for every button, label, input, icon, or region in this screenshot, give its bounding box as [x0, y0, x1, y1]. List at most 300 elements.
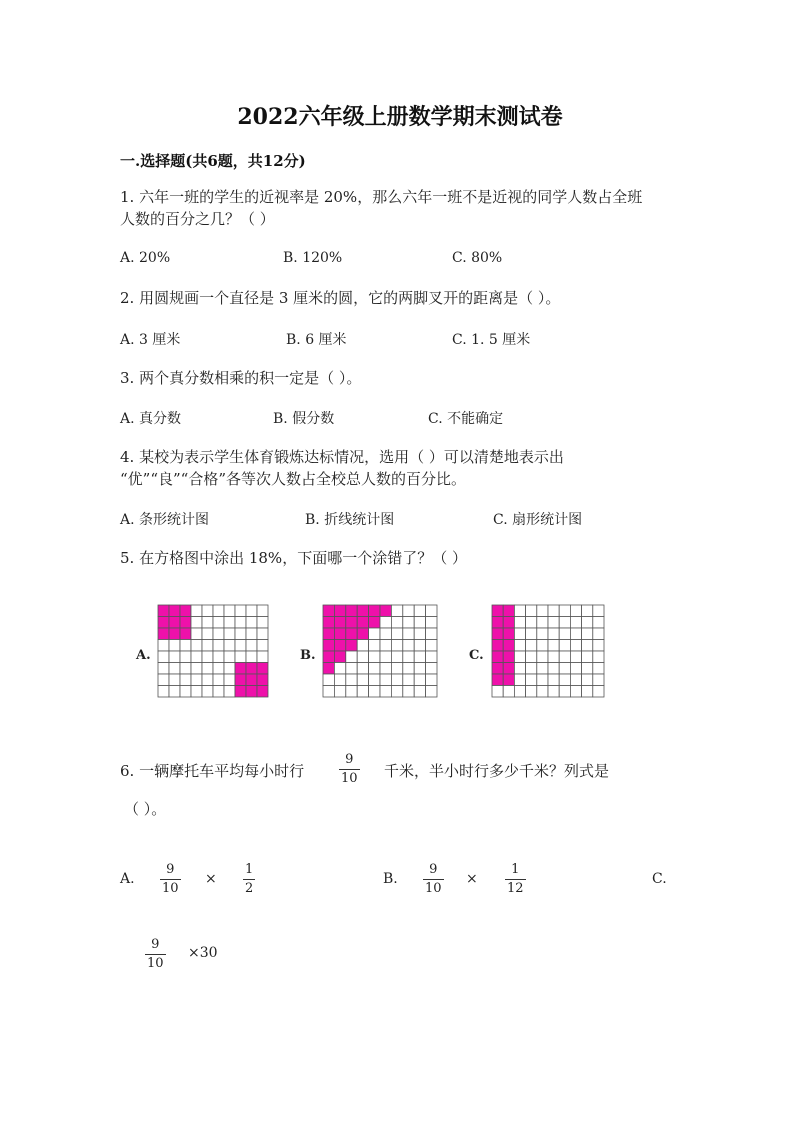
grid-cell — [380, 686, 391, 698]
question-6-text-after: 千米，半小时行多少千米？列式是 — [384, 762, 610, 780]
question-2-text: 2. 用圆规画一个直径是 3 厘米的圆，它的两脚叉开的距离是（ ）。 — [120, 289, 561, 307]
grid-cell — [548, 686, 559, 698]
grid-cell — [246, 605, 257, 617]
grid-cell — [369, 640, 380, 652]
grid-cell — [357, 686, 368, 698]
grid-cell — [548, 674, 559, 686]
grid-cell-shaded — [180, 605, 191, 617]
grid-cell — [593, 686, 604, 698]
grid-cell — [426, 605, 437, 617]
grid-cell — [191, 628, 202, 640]
grid-cell-shaded — [492, 651, 503, 663]
fraction-bar — [160, 879, 181, 880]
grid-cell — [180, 686, 191, 698]
grid-cell — [537, 605, 548, 617]
grid-cell — [191, 640, 202, 652]
grid-cell — [403, 686, 414, 698]
grid-cell — [334, 686, 345, 698]
grid-cell-shaded — [492, 663, 503, 675]
grid-cell — [559, 674, 570, 686]
grid-cell — [323, 686, 334, 698]
grid-cell-shaded — [334, 628, 345, 640]
fraction-numerator: 1 — [511, 862, 520, 877]
q3-option-a[interactable]: A. 真分数 — [120, 411, 182, 427]
grid-cell — [570, 651, 581, 663]
grid-cell-shaded — [369, 617, 380, 629]
grid-cell — [169, 674, 180, 686]
grid-cell — [570, 605, 581, 617]
grid-cell — [514, 674, 525, 686]
grid-cell — [380, 674, 391, 686]
grid-cell — [526, 628, 537, 640]
grid-cell — [548, 628, 559, 640]
grid-cell — [213, 628, 224, 640]
grid-cell-shaded — [180, 628, 191, 640]
grid-cell — [224, 651, 235, 663]
grid-cell — [257, 605, 268, 617]
grid-cell-shaded — [323, 663, 334, 675]
grid-cell — [582, 628, 593, 640]
grid-cell — [514, 686, 525, 698]
grid-cell — [257, 640, 268, 652]
q6-a-operator: × — [205, 871, 217, 887]
fraction-denominator: 10 — [425, 881, 442, 896]
grid-cell — [559, 628, 570, 640]
q6-b-operator: × — [466, 871, 478, 887]
grid-cell-shaded — [158, 628, 169, 640]
speed-fraction — [339, 752, 360, 787]
grid-cell — [246, 628, 257, 640]
grid-cell — [414, 628, 425, 640]
grid-cell — [426, 640, 437, 652]
q6-b-fraction-2 — [505, 862, 526, 897]
grid-c-label[interactable]: C. — [469, 648, 484, 663]
grid-cell — [224, 674, 235, 686]
fraction-bar — [243, 879, 255, 880]
question-6-text-before: 6. 一辆摩托车平均每小时行 — [120, 762, 305, 780]
grid-cell — [369, 628, 380, 640]
grid-cell-shaded — [169, 617, 180, 629]
grid-cell-shaded — [158, 605, 169, 617]
grid-cell — [391, 674, 402, 686]
grid-cell — [582, 663, 593, 675]
grid-cell — [570, 628, 581, 640]
q6-b-fraction-1 — [423, 862, 444, 897]
grid-cell — [537, 686, 548, 698]
grid-cell — [180, 663, 191, 675]
grid-cell — [492, 686, 503, 698]
grid-cell — [426, 674, 437, 686]
grid-cell-shaded — [492, 674, 503, 686]
fraction-numerator: 9 — [166, 862, 175, 877]
grid-cell — [169, 663, 180, 675]
q6-c-operator: ×30 — [188, 945, 218, 961]
grid-cell — [403, 651, 414, 663]
grid-cell-shaded — [492, 605, 503, 617]
grid-cell-shaded — [180, 617, 191, 629]
grid-cell — [537, 640, 548, 652]
grid-cell-shaded — [503, 674, 514, 686]
grid-cell-shaded — [346, 628, 357, 640]
grid-b-label[interactable]: B. — [300, 648, 316, 663]
grid-cell — [169, 686, 180, 698]
grid-cell — [202, 617, 213, 629]
grid-cell — [202, 663, 213, 675]
q6-c-fraction-1 — [145, 937, 166, 972]
q1-option-c[interactable]: C. 80% — [452, 250, 503, 266]
question-4-line-1: 4. 某校为表示学生体育锻炼达标情况，选用（ ）可以清楚地表示出 — [120, 448, 564, 466]
grid-cell — [414, 605, 425, 617]
grid-cell — [526, 640, 537, 652]
grid-cell — [426, 663, 437, 675]
grid-cell — [380, 663, 391, 675]
grid-cell — [191, 605, 202, 617]
grid-cell — [257, 617, 268, 629]
fraction-numerator: 9 — [345, 752, 354, 767]
grid-cell-shaded — [235, 663, 246, 675]
grid-cell — [514, 651, 525, 663]
fraction-bar — [145, 954, 166, 955]
fraction-denominator: 12 — [507, 881, 524, 896]
grid-cell — [235, 605, 246, 617]
grid-cell-shaded — [323, 617, 334, 629]
grid-cell — [537, 674, 548, 686]
grid-cell-shaded — [380, 605, 391, 617]
grid-cell — [391, 651, 402, 663]
page-title: 2022六年级上册数学期末测试卷 — [237, 104, 563, 130]
grid-cell — [426, 617, 437, 629]
grid-cell — [582, 651, 593, 663]
grid-cell — [570, 674, 581, 686]
grid-cell-shaded — [492, 617, 503, 629]
grid-cell-shaded — [346, 617, 357, 629]
q1-option-b[interactable]: B. 120% — [283, 250, 343, 266]
grid-cell-shaded — [503, 628, 514, 640]
grid-cell — [582, 605, 593, 617]
grid-cell — [158, 674, 169, 686]
grid-cell — [213, 617, 224, 629]
grid-cell — [191, 686, 202, 698]
grid-cell — [257, 651, 268, 663]
grid-cell — [559, 617, 570, 629]
grid-cell-shaded — [235, 674, 246, 686]
grid-cell — [559, 651, 570, 663]
grid-cell-shaded — [169, 628, 180, 640]
grid-cell — [213, 651, 224, 663]
question-5-text: 5. 在方格图中涂出 18%，下面哪一个涂错了？（ ） — [120, 549, 467, 567]
grid-cell — [559, 640, 570, 652]
grid-cell — [526, 663, 537, 675]
grid-cell-shaded — [334, 617, 345, 629]
grid-cell-shaded — [346, 640, 357, 652]
grid-cell — [391, 605, 402, 617]
grid-cell — [180, 674, 191, 686]
grid-cell — [369, 663, 380, 675]
grid-cell-shaded — [492, 640, 503, 652]
grid-cell — [380, 651, 391, 663]
grid-cell — [191, 663, 202, 675]
grid-cell — [514, 663, 525, 675]
grid-cell-shaded — [323, 628, 334, 640]
grid-cell — [593, 617, 604, 629]
grid-cell — [213, 674, 224, 686]
grid-cell — [582, 617, 593, 629]
q4-option-a[interactable]: A. 条形统计图 — [120, 512, 210, 528]
grid-cell — [213, 640, 224, 652]
q6-a-fraction-1 — [160, 862, 181, 897]
grid-cell — [414, 674, 425, 686]
q3-option-c[interactable]: C. 不能确定 — [428, 411, 504, 427]
grid-cell-shaded — [503, 640, 514, 652]
grid-cell — [380, 628, 391, 640]
grid-cell-shaded — [357, 628, 368, 640]
grid-cell — [570, 617, 581, 629]
grid-cell — [323, 674, 334, 686]
grid-cell — [202, 640, 213, 652]
grid-cell — [391, 640, 402, 652]
grid-cell — [391, 617, 402, 629]
grid-cell — [426, 628, 437, 640]
q6-a-fraction-2 — [243, 862, 255, 897]
grid-cell — [202, 605, 213, 617]
grid-cell-shaded — [235, 686, 246, 698]
grid-cell-shaded — [257, 663, 268, 675]
q1-option-a[interactable]: A. 20% — [120, 250, 171, 266]
fraction-denominator: 2 — [245, 881, 254, 896]
grid-cell — [380, 617, 391, 629]
grid-cell — [537, 663, 548, 675]
grid-cell — [334, 663, 345, 675]
grid-cell — [213, 686, 224, 698]
grid-cell — [548, 663, 559, 675]
q2-option-a[interactable]: A. 3 厘米 — [120, 332, 181, 348]
grid-cell-shaded — [503, 663, 514, 675]
grid-cell — [369, 651, 380, 663]
fraction-numerator: 9 — [429, 862, 438, 877]
grid-cell-shaded — [246, 674, 257, 686]
grid-cell — [526, 617, 537, 629]
question-1-line-1: 1. 六年一班的学生的近视率是 20%，那么六年一班不是近视的同学人数占全班 — [120, 188, 643, 206]
grid-cell — [224, 663, 235, 675]
grid-cell — [235, 628, 246, 640]
grid-cell — [235, 617, 246, 629]
grid-cell-shaded — [246, 686, 257, 698]
grid-cell — [570, 686, 581, 698]
grid-cell — [202, 674, 213, 686]
grid-cell — [403, 674, 414, 686]
grid-cell — [526, 686, 537, 698]
fraction-bar — [423, 879, 444, 880]
grid-cell — [559, 605, 570, 617]
grid-cell — [213, 605, 224, 617]
grid-cell — [346, 686, 357, 698]
grid-cell — [593, 663, 604, 675]
grid-cell — [514, 628, 525, 640]
q2-option-c[interactable]: C. 1. 5 厘米 — [452, 332, 531, 348]
grid-cell — [582, 674, 593, 686]
grid-cell — [191, 651, 202, 663]
grid-cell — [391, 663, 402, 675]
question-6-blank: （ ）。 — [124, 800, 167, 818]
grid-cell — [202, 651, 213, 663]
grid-cell-shaded — [158, 617, 169, 629]
grid-cell — [559, 663, 570, 675]
grid-cell — [357, 651, 368, 663]
grid-cell — [257, 628, 268, 640]
grid-cell — [403, 628, 414, 640]
grid-cell — [582, 686, 593, 698]
grid-cell-shaded — [323, 605, 334, 617]
grid-cell — [559, 686, 570, 698]
q3-option-b[interactable]: B. 假分数 — [273, 411, 335, 427]
grid-cell — [503, 686, 514, 698]
grid-cell — [235, 651, 246, 663]
grid-cell — [191, 617, 202, 629]
section-heading: 一.选择题(共6题，共12分) — [120, 152, 306, 170]
grid-cell — [414, 686, 425, 698]
grid-cell — [169, 640, 180, 652]
grid-cell-shaded — [503, 651, 514, 663]
q6-option-c[interactable]: C. — [652, 871, 667, 887]
grid-cell — [514, 617, 525, 629]
question-3-text: 3. 两个真分数相乘的积一定是（ ）。 — [120, 369, 362, 387]
grid-cell — [158, 663, 169, 675]
grid-a-label[interactable]: A. — [136, 648, 151, 663]
grid-cell — [191, 674, 202, 686]
grid-cell — [369, 686, 380, 698]
grid-cell — [202, 628, 213, 640]
grid-cell — [357, 674, 368, 686]
grid-cell — [537, 628, 548, 640]
question-1-line-2: 人数的百分之几？（ ） — [120, 210, 275, 228]
grid-cell — [526, 674, 537, 686]
q4-option-b[interactable]: B. 折线统计图 — [305, 512, 395, 528]
grid-cell — [593, 674, 604, 686]
q4-option-c[interactable]: C. 扇形统计图 — [493, 512, 583, 528]
grid-cell-shaded — [323, 640, 334, 652]
grid-cell-shaded — [369, 605, 380, 617]
grid-cell — [224, 640, 235, 652]
grid-cell — [570, 640, 581, 652]
grid-cell — [403, 617, 414, 629]
fraction-numerator: 1 — [245, 862, 254, 877]
grid-cell — [414, 651, 425, 663]
grid-cell — [514, 640, 525, 652]
grid-cell-shaded — [503, 605, 514, 617]
grid-cell — [582, 640, 593, 652]
grid-cell-shaded — [257, 674, 268, 686]
grid-cell — [246, 651, 257, 663]
grid-cell — [158, 651, 169, 663]
grid-cell-shaded — [357, 617, 368, 629]
grid-cell — [548, 605, 559, 617]
grid-cell — [380, 640, 391, 652]
fraction-numerator: 9 — [151, 937, 160, 952]
grid-cell-shaded — [492, 628, 503, 640]
grid-cell — [593, 605, 604, 617]
grid-cell — [235, 640, 246, 652]
grid-cell — [537, 617, 548, 629]
grid-cell — [526, 651, 537, 663]
grid-cell — [224, 628, 235, 640]
grid-cell — [403, 640, 414, 652]
fraction-bar — [505, 879, 526, 880]
question-4-line-2: “优”“良”“合格”各等次人数占全校总人数的百分比。 — [120, 470, 467, 488]
grid-cell — [537, 651, 548, 663]
grid-cell — [593, 640, 604, 652]
grid-cell — [334, 674, 345, 686]
fraction-denominator: 10 — [341, 771, 358, 786]
grid-cell — [548, 617, 559, 629]
grid-cell — [158, 640, 169, 652]
grid-figure-c[interactable] — [491, 604, 605, 698]
q2-option-b[interactable]: B. 6 厘米 — [286, 332, 347, 348]
grid-cell — [346, 651, 357, 663]
grid-cell — [346, 663, 357, 675]
grid-cell — [246, 617, 257, 629]
grid-cell-shaded — [334, 605, 345, 617]
grid-cell — [369, 674, 380, 686]
grid-cell-shaded — [246, 663, 257, 675]
grid-cell — [357, 663, 368, 675]
grid-cell — [346, 674, 357, 686]
grid-cell — [391, 686, 402, 698]
grid-cell — [246, 640, 257, 652]
grid-cell — [570, 663, 581, 675]
grid-cell — [414, 663, 425, 675]
grid-figure-b[interactable] — [322, 604, 438, 698]
q6-option-b[interactable]: B. — [383, 871, 398, 887]
grid-cell — [357, 640, 368, 652]
grid-cell — [548, 640, 559, 652]
grid-cell — [414, 617, 425, 629]
grid-cell — [202, 686, 213, 698]
grid-cell-shaded — [169, 605, 180, 617]
grid-cell — [224, 617, 235, 629]
grid-cell-shaded — [323, 651, 334, 663]
grid-cell — [180, 640, 191, 652]
grid-cell — [224, 686, 235, 698]
grid-cell — [403, 663, 414, 675]
grid-cell-shaded — [357, 605, 368, 617]
grid-cell — [548, 651, 559, 663]
grid-cell-shaded — [346, 605, 357, 617]
grid-cell — [526, 605, 537, 617]
grid-cell — [514, 605, 525, 617]
grid-cell — [593, 651, 604, 663]
q6-option-a[interactable]: A. — [120, 871, 135, 887]
fraction-bar — [339, 769, 360, 770]
fraction-denominator: 10 — [162, 881, 179, 896]
grid-cell — [391, 628, 402, 640]
grid-cell — [403, 605, 414, 617]
fraction-denominator: 10 — [147, 956, 164, 971]
grid-cell-shaded — [334, 651, 345, 663]
grid-cell — [180, 651, 191, 663]
grid-cell-shaded — [503, 617, 514, 629]
grid-cell — [158, 686, 169, 698]
grid-figure-a[interactable] — [157, 604, 269, 698]
grid-cell — [426, 686, 437, 698]
grid-cell — [169, 651, 180, 663]
grid-cell — [593, 628, 604, 640]
grid-cell-shaded — [334, 640, 345, 652]
grid-cell-shaded — [257, 686, 268, 698]
grid-cell — [426, 651, 437, 663]
grid-cell — [213, 663, 224, 675]
grid-cell — [224, 605, 235, 617]
grid-cell — [414, 640, 425, 652]
